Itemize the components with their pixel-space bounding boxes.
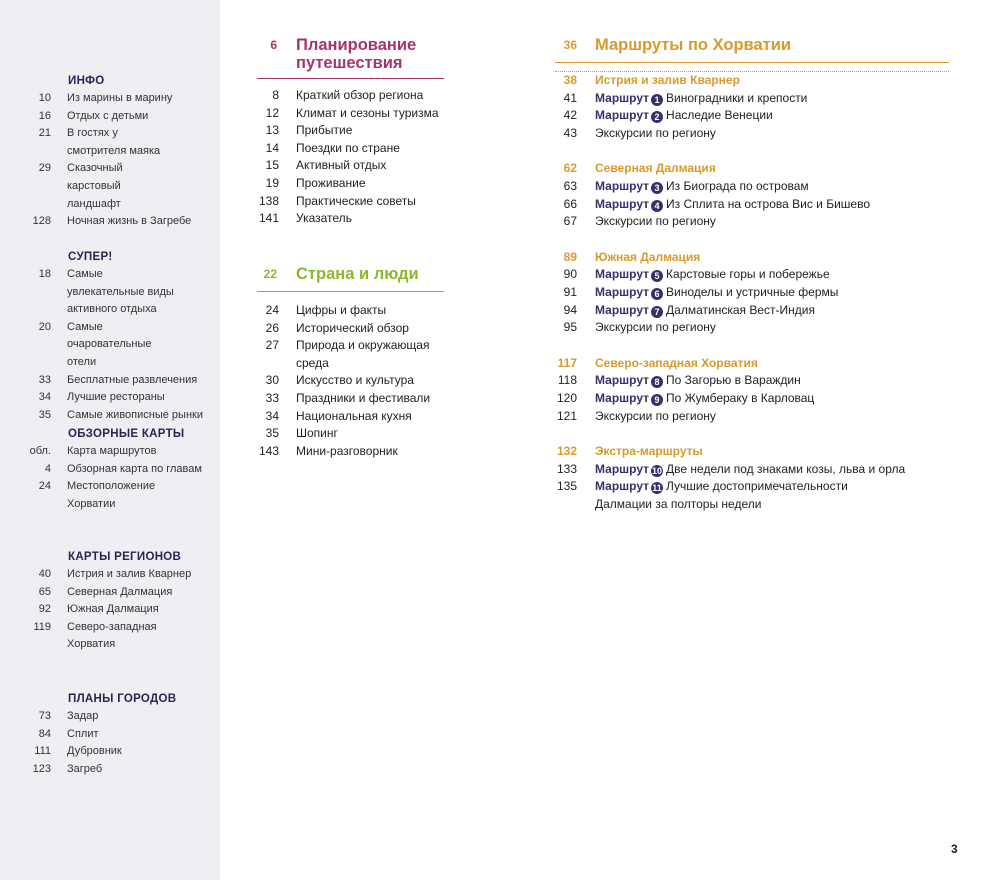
entry-page: 33: [265, 390, 279, 405]
planning-header[interactable]: [257, 36, 444, 79]
entry-title: Две недели под знаками козы, льва и орла: [666, 461, 906, 476]
entry-title: Мини-разговорник: [296, 443, 398, 458]
entry-title: Далматинская Вест-Индия: [666, 302, 815, 317]
toc-entry[interactable]: [257, 193, 444, 211]
entry-title: Виноделы и устричные фермы: [666, 284, 839, 299]
sidebar-entry[interactable]: [0, 443, 220, 461]
sidebar-entry[interactable]: [0, 619, 220, 654]
section-page: 22: [263, 267, 277, 281]
route-entry[interactable]: [555, 408, 949, 426]
section-title: Маршруты по Хорватии: [595, 36, 791, 54]
entry-page: 40: [38, 568, 51, 580]
entry-title: Отдых с детьми: [67, 109, 149, 122]
entry-title: Экскурсии по региону: [595, 408, 716, 423]
route-label: Маршрут: [595, 302, 650, 317]
entry-page: 121: [556, 408, 577, 423]
route-label: Маршрут: [595, 373, 650, 388]
group-title: Истрия и залив Кварнер: [595, 73, 740, 87]
toc-entry[interactable]: [257, 87, 444, 105]
entry-title: Указатель: [296, 211, 352, 226]
entry-page: 67: [563, 214, 577, 229]
entry-title: Местоположение Хорватии: [67, 480, 156, 510]
route-entry[interactable]: [555, 178, 949, 196]
entry-page: 26: [265, 320, 279, 335]
toc-entry[interactable]: [257, 408, 444, 426]
toc-entry[interactable]: [257, 320, 444, 338]
toc-entry[interactable]: [257, 140, 444, 158]
entry-page: 27: [265, 338, 279, 353]
entry-page: 34: [265, 408, 279, 423]
entry-title: Самые очаровательные отели: [67, 320, 152, 368]
route-label: Маршрут: [595, 108, 650, 123]
route-label: Маршрут: [595, 461, 650, 476]
group-page: 132: [556, 444, 577, 459]
entry-title: Праздники и фестивали: [296, 390, 431, 405]
route-entry[interactable]: [555, 125, 949, 143]
routes-section: [555, 36, 949, 513]
entry-page: 90: [563, 267, 577, 282]
entry-title: Загреб: [67, 762, 103, 775]
toc-entry[interactable]: [257, 443, 444, 461]
entry-title: Цифры и факты: [296, 303, 387, 317]
entry-title: Задар: [67, 710, 99, 722]
sidebar-section-super: [0, 248, 220, 424]
entry-page: 4: [44, 462, 51, 475]
entry-title: Прибытие: [296, 123, 353, 138]
entry-title: Сказочный карстовый ландшафт: [67, 162, 123, 210]
sidebar: [0, 0, 220, 880]
entry-page: 20: [38, 320, 51, 333]
entry-title: Климат и сезоны туризма: [296, 105, 439, 120]
entry-page: 84: [38, 727, 51, 740]
route-entry[interactable]: [555, 266, 949, 284]
country-section: [257, 265, 444, 460]
entry-title: Краткий обзор региона: [296, 88, 424, 102]
route-label: Маршрут: [595, 284, 650, 299]
entry-title: Дубровник: [67, 745, 122, 758]
route-entry[interactable]: [555, 213, 949, 231]
page-number: 3: [951, 842, 958, 856]
group-title: Северная Далмация: [595, 161, 716, 176]
sidebar-entry[interactable]: [0, 389, 220, 407]
entry-title: Исторический обзор: [296, 320, 409, 335]
entry-title: Природа и окружающая среда: [296, 338, 430, 370]
entry-page: 95: [563, 320, 577, 335]
entry-page: 118: [557, 373, 577, 388]
entry-page: 143: [258, 443, 279, 458]
entry-page: 91: [563, 284, 577, 299]
toc-entry[interactable]: [257, 337, 444, 372]
entry-title: Ночная жизнь в Загребе: [67, 215, 192, 228]
route-group: [555, 443, 949, 513]
entry-title: Из Биограда по островам: [666, 178, 809, 193]
entry-title: Проживание: [296, 175, 366, 190]
route-number-badge: 8: [651, 376, 663, 388]
entry-page: 141: [258, 211, 279, 226]
entry-page: 29: [38, 162, 51, 175]
sidebar-section-overview-maps: [0, 425, 220, 513]
entry-page: 138: [258, 193, 279, 208]
toc-entry[interactable]: [257, 210, 444, 228]
route-number-badge: 4: [651, 200, 663, 212]
group-page: 117: [557, 355, 577, 370]
entry-title: Южная Далмация: [67, 603, 159, 616]
entry-page: 65: [38, 585, 51, 598]
toc-entry[interactable]: [257, 390, 444, 408]
entry-title: Экскурсии по региону: [595, 125, 716, 140]
entry-title: Самые живописные рынки: [67, 408, 203, 421]
entry-title: Из марины в марину: [67, 92, 173, 104]
sidebar-entry[interactable]: [0, 213, 220, 231]
entry-page: 34: [38, 391, 51, 404]
route-label: Маршрут: [595, 267, 650, 282]
route-group-header[interactable]: [555, 443, 949, 461]
route-number-badge: 9: [651, 394, 663, 406]
sidebar-entry[interactable]: [0, 601, 220, 619]
entry-title: Экскурсии по региону: [595, 214, 716, 229]
sidebar-entry[interactable]: [0, 708, 220, 726]
sidebar-entry[interactable]: [0, 372, 220, 390]
route-group-header[interactable]: [555, 355, 949, 373]
route-group-header[interactable]: [555, 160, 949, 178]
sidebar-entry[interactable]: [0, 761, 220, 779]
route-number-badge: 11: [652, 483, 662, 494]
section-title: ПЛАНЫ ГОРОДОВ: [68, 693, 177, 705]
route-label: Маршрут: [595, 390, 650, 405]
entry-title: По Загорью в Вараждин: [666, 373, 801, 388]
entry-title: Из Сплита на острова Вис и Бишево: [666, 196, 871, 211]
entry-title: Практические советы: [296, 193, 416, 208]
toc-entry[interactable]: [257, 372, 444, 390]
entry-title: Сплит: [67, 727, 99, 740]
entry-title: Лучшие рестораны: [67, 391, 165, 404]
route-group: [555, 72, 949, 142]
route-number-badge: 6: [651, 288, 663, 300]
sidebar-entry[interactable]: [0, 319, 220, 372]
entry-page: 18: [38, 268, 51, 280]
sidebar-entry[interactable]: [0, 566, 220, 584]
entry-title: Поездки по стране: [296, 140, 400, 155]
route-number-badge: 3: [651, 182, 663, 194]
entry-page: 10: [38, 92, 51, 104]
entry-title: Виноградники и крепости: [666, 90, 808, 105]
sidebar-entry[interactable]: [0, 743, 220, 761]
section-title: Планирование путешествия: [296, 36, 417, 72]
route-entry[interactable]: [555, 319, 949, 337]
entry-page: 119: [33, 620, 51, 633]
sidebar-entry[interactable]: [0, 160, 220, 213]
entry-title: Самые увлекательные виды активного отдыха: [67, 268, 174, 316]
entry-page: 21: [38, 127, 51, 140]
sidebar-section-info: [0, 72, 220, 231]
entry-page: 24: [265, 303, 279, 317]
entry-page: 120: [556, 390, 577, 405]
entry-page: 15: [265, 158, 279, 173]
group-page: 62: [563, 161, 577, 176]
group-page: 89: [563, 249, 577, 264]
entry-title: Искусство и культура: [296, 373, 414, 388]
planning-section: [257, 36, 444, 228]
entry-title: Наследие Венеции: [666, 108, 773, 123]
entry-page: 41: [563, 90, 577, 105]
group-title: Южная Далмация: [595, 249, 701, 264]
entry-title: Северная Далмация: [67, 585, 173, 598]
entry-title: Активный отдых: [296, 158, 387, 173]
toc-entry[interactable]: [257, 175, 444, 193]
route-entry[interactable]: [555, 478, 949, 513]
sidebar-entry[interactable]: [0, 461, 220, 479]
entry-title: Экскурсии по региону: [595, 320, 716, 335]
sidebar-section-region-maps: [0, 548, 220, 654]
entry-title: По Жумбераку в Карловац: [666, 390, 815, 405]
entry-page: 12: [265, 105, 279, 120]
section-title: СУПЕР!: [68, 251, 113, 263]
section-title: ОБЗОРНЫЕ КАРТЫ: [68, 428, 185, 440]
entry-page: 66: [563, 196, 577, 211]
route-entry[interactable]: [555, 461, 949, 479]
entry-page: 16: [38, 109, 51, 122]
entry-title: Лучшие достопримечательности Далмации за полторы недели: [595, 479, 848, 511]
toc-entry[interactable]: [257, 302, 444, 320]
country-header[interactable]: [257, 265, 444, 292]
route-label: Маршрут: [595, 90, 650, 105]
entry-page: 13: [265, 123, 279, 138]
section-title: ИНФО: [68, 75, 105, 87]
route-group-header[interactable]: [555, 249, 949, 267]
route-entry[interactable]: [555, 90, 949, 108]
sidebar-entry[interactable]: [0, 478, 220, 513]
route-entry[interactable]: [555, 196, 949, 214]
routes-header[interactable]: [555, 36, 949, 63]
route-label: Маршрут: [595, 178, 650, 193]
route-label: Маршрут: [595, 479, 650, 494]
entry-page: 63: [563, 178, 577, 193]
entry-title: Северо-западная Хорватия: [67, 620, 157, 651]
section-page: 6: [270, 38, 277, 52]
entry-page: 73: [38, 710, 51, 722]
entry-page: 128: [32, 215, 51, 228]
section-page: 36: [563, 38, 577, 52]
route-number-badge: 2: [651, 111, 663, 123]
route-number-badge: 1: [651, 94, 663, 106]
toc-entry[interactable]: [257, 425, 444, 443]
group-page: 38: [563, 73, 577, 87]
entry-page: 123: [32, 762, 51, 775]
group-title: Экстра-маршруты: [595, 444, 703, 459]
route-entry[interactable]: [555, 284, 949, 302]
group-title: Северо-западная Хорватия: [595, 355, 758, 370]
entry-page: 133: [556, 461, 577, 476]
entry-page: 8: [272, 88, 279, 102]
entry-page: 111: [34, 745, 51, 758]
toc-entry[interactable]: [257, 122, 444, 140]
entry-page: 35: [265, 426, 279, 441]
route-entry[interactable]: [555, 302, 949, 320]
route-group: [555, 249, 949, 337]
sidebar-entry[interactable]: [0, 407, 220, 425]
entry-title: Карта маршрутов: [67, 445, 157, 457]
route-group: [555, 160, 949, 230]
entry-page: 35: [38, 408, 51, 421]
route-label: Маршрут: [595, 196, 650, 211]
sidebar-section-city-plans: [0, 690, 220, 778]
sidebar-entry[interactable]: [0, 266, 220, 319]
section-title: Страна и люди: [296, 265, 419, 283]
route-number-badge: 7: [651, 306, 663, 318]
entry-page: 135: [556, 479, 577, 494]
toc-entry[interactable]: [257, 105, 444, 123]
entry-title: Обзорная карта по главам: [67, 462, 202, 475]
entry-page: 43: [563, 125, 577, 140]
route-number-badge: 10: [652, 465, 663, 476]
route-entry[interactable]: [555, 107, 949, 125]
entry-page: 14: [265, 140, 279, 155]
entry-title: В гостях у смотрителя маяка: [67, 127, 161, 157]
sidebar-entry[interactable]: [0, 108, 220, 126]
entry-title: Национальная кухня: [296, 408, 412, 423]
entry-title: Истрия и залив Кварнер: [67, 568, 192, 580]
entry-page: 42: [563, 108, 577, 123]
entry-page: 92: [38, 603, 51, 616]
entry-title: Бесплатные развлечения: [67, 373, 198, 386]
route-entry[interactable]: [555, 390, 949, 408]
route-entry[interactable]: [555, 372, 949, 390]
route-group-header[interactable]: [555, 72, 949, 90]
toc-entry[interactable]: [257, 157, 444, 175]
sidebar-entry[interactable]: [0, 90, 220, 108]
entry-page: обл.: [29, 445, 51, 457]
sidebar-entry[interactable]: [0, 584, 220, 602]
entry-title: Карстовые горы и побережье: [666, 267, 830, 282]
entry-page: 19: [265, 175, 279, 190]
sidebar-entry[interactable]: [0, 125, 220, 160]
entry-page: 30: [265, 373, 279, 388]
entry-page: 94: [563, 302, 577, 317]
route-number-badge: 5: [651, 270, 663, 282]
entry-page: 24: [38, 480, 51, 493]
entry-page: 33: [38, 373, 51, 386]
entry-title: Шопинг: [296, 426, 338, 441]
sidebar-entry[interactable]: [0, 726, 220, 744]
section-title: КАРТЫ РЕГИОНОВ: [68, 551, 182, 563]
route-group: [555, 355, 949, 425]
